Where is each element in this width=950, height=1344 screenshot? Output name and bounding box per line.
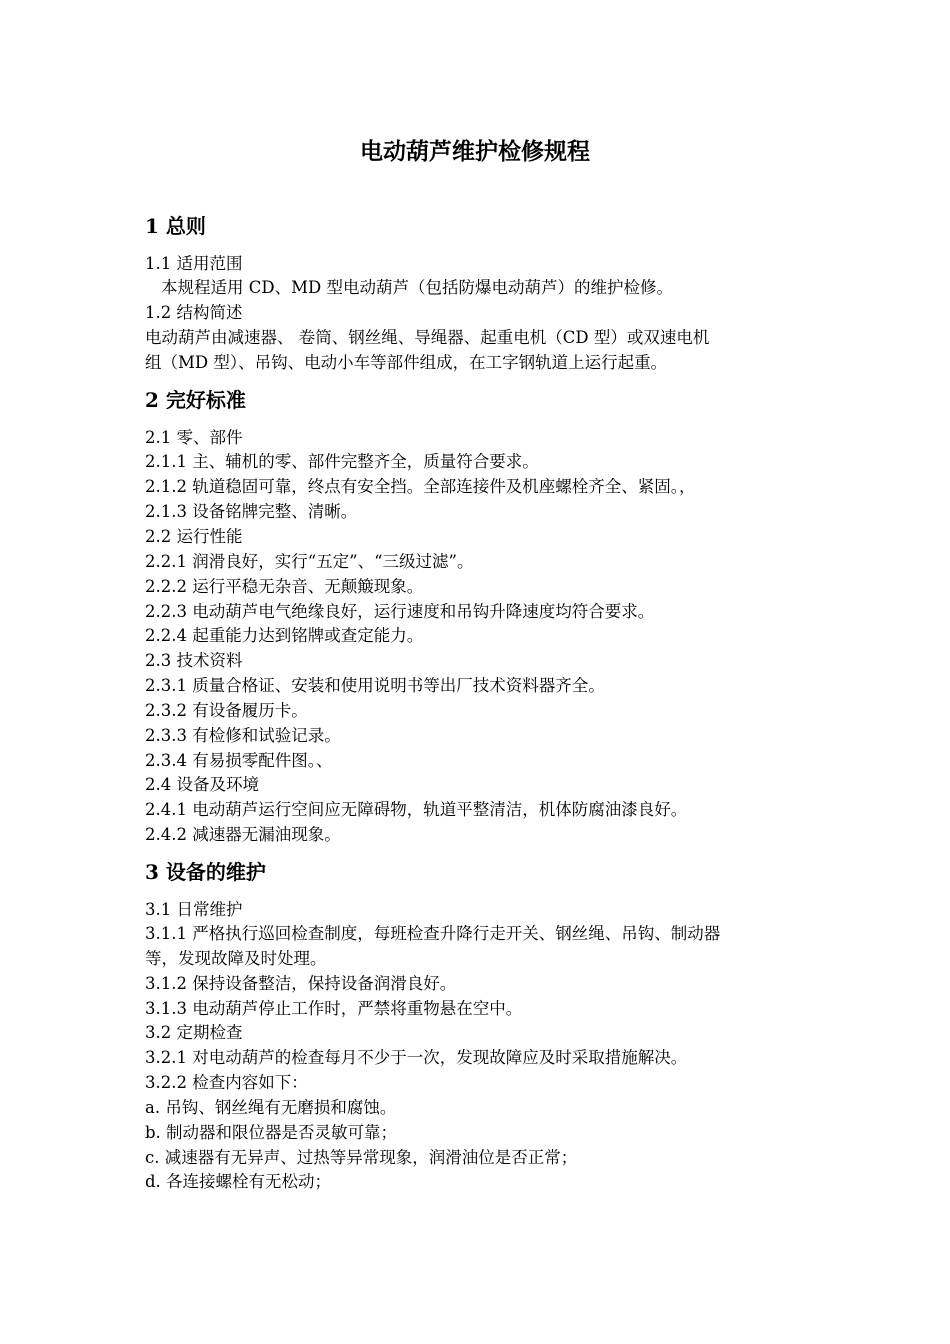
subsection-heading: 2.3 技术资料: [145, 651, 243, 670]
subsection-heading: 2.1 零、部件: [145, 428, 243, 447]
list-item: 2.3.4 有易损零配件图。、: [145, 751, 333, 770]
list-item: 2.1.2 轨道稳固可靠，终点有安全挡。全部连接件及机座螺栓齐全、紧固。，: [145, 477, 696, 496]
list-item: 2.2.2 运行平稳无杂音、无颠簸现象。: [145, 577, 424, 596]
list-item: 2.3.1 质量合格证、安装和使用说明书等出厂技术资料器齐全。: [145, 676, 605, 695]
section-heading-2: 2 完好标准: [145, 388, 246, 412]
subsection-heading: 2.4 设备及环境: [145, 775, 259, 794]
paragraph-line: 本规程适用 CD、MD 型电动葫芦（包括防爆电动葫芦）的维护检修。: [161, 278, 673, 297]
page-title: 电动葫芦维护检修规程: [360, 138, 590, 165]
list-item: 3.2.2 检查内容如下：: [145, 1073, 308, 1092]
list-item: 2.1.1 主、辅机的零、部件完整齐全，质量符合要求。: [145, 452, 539, 471]
list-item: 2.3.3 有检修和试验记录。: [145, 726, 341, 745]
list-item: 3.1.3 电动葫芦停止工作时，严禁将重物悬在空中。: [145, 999, 523, 1018]
list-item: 2.3.2 有设备履历卡。: [145, 701, 308, 720]
subsection-heading: 1.2 结构简述: [145, 303, 243, 322]
section-heading-1: 1 总则: [145, 214, 206, 238]
paragraph-line: 等，发现故障及时处理。: [145, 949, 327, 968]
paragraph-line: 组（MD 型）、吊钩、电动小车等部件组成，在工字钢轨道上运行起重。: [145, 353, 668, 372]
section-heading-3: 3 设备的维护: [145, 860, 266, 884]
list-item: 3.1.2 保持设备整洁，保持设备润滑良好。: [145, 974, 457, 993]
list-item: b. 制动器和限位器是否灵敏可靠；: [145, 1123, 398, 1142]
list-item: 3.2.1 对电动葫芦的检查每月不少于一次，发现故障应及时采取措施解决。: [145, 1048, 688, 1067]
list-item: 2.1.3 设备铭牌完整、清晰。: [145, 502, 358, 521]
list-item: 2.2.3 电动葫芦电气绝缘良好，运行速度和吊钩升降速度均符合要求。: [145, 602, 655, 621]
list-item: 2.4.1 电动葫芦运行空间应无障碍物，轨道平整清洁，机体防腐油漆良好。: [145, 800, 688, 819]
paragraph-line: 电动葫芦由减速器、 卷筒、钢丝绳、导绳器、起重电机（CD 型）或双速电机: [145, 328, 710, 347]
subsection-heading: 1.1 适用范围: [145, 254, 243, 273]
subsection-heading: 3.1 日常维护: [145, 900, 243, 919]
list-item: c. 减速器有无异声、过热等异常现象，润滑油位是否正常；: [145, 1148, 578, 1167]
list-item: 2.2.4 起重能力达到铭牌或查定能力。: [145, 626, 424, 645]
list-item: d. 各连接螺栓有无松动；: [145, 1172, 332, 1191]
subsection-heading: 3.2 定期检查: [145, 1023, 243, 1042]
list-item: 3.1.1 严格执行巡回检查制度，每班检查升降行走开关、钢丝绳、吊钩、制动器: [145, 924, 721, 943]
list-item: 2.2.1 润滑良好，实行“五定”、“三级过滤”。: [145, 552, 474, 571]
list-item: a. 吊钩、钢丝绳有无磨损和腐蚀。: [145, 1098, 397, 1117]
list-item: 2.4.2 减速器无漏油现象。: [145, 825, 341, 844]
subsection-heading: 2.2 运行性能: [145, 527, 243, 546]
